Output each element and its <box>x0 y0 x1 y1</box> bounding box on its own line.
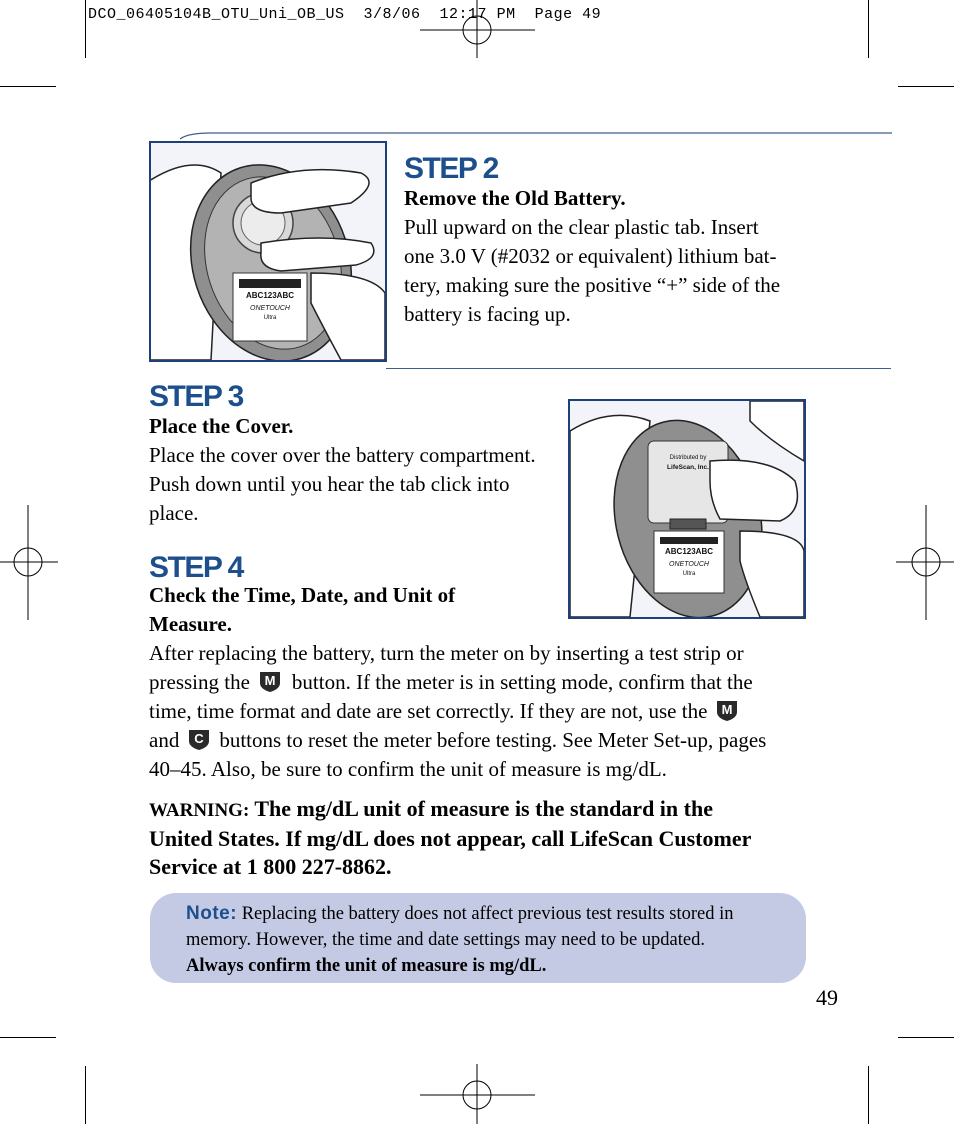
step4-subtitle-line: Measure. <box>149 612 233 636</box>
meter-label-brand: ONETOUCH <box>250 305 290 312</box>
step3-title: STEP 3 <box>149 380 243 413</box>
meter-label-code: ABC123ABC <box>245 291 295 300</box>
crop-mark <box>0 86 56 87</box>
step4-subtitle-line: Check the Time, Date, and Unit of <box>149 583 456 607</box>
crop-mark <box>85 1066 86 1124</box>
step4-body-line: 40–45. Also, be sure to confirm the unit of measure is mg/dL. <box>149 757 667 781</box>
step2-body-line: battery is facing up. <box>404 302 571 326</box>
crop-mark <box>0 1037 56 1038</box>
step2-frame-rule <box>180 128 892 140</box>
step4-title: STEP 4 <box>149 551 243 584</box>
step2-body-line: one 3.0 V (#2032 or equivalent) lithium bat- <box>404 244 777 268</box>
note-line: Always confirm the unit of measure is mg/dL. <box>186 956 547 976</box>
step3-body-line: Push down until you hear the tab click into <box>149 472 510 496</box>
step2-body-line: tery, making sure the positive “+” side of the <box>404 273 781 297</box>
warning-label: WARNING: <box>149 800 250 821</box>
meter-company: LifeScan, Inc. <box>667 464 709 471</box>
step3-cover-illustration <box>568 399 806 619</box>
note-text: Replacing the battery does not affect previous test results stored in <box>237 904 734 924</box>
m-button-icon <box>258 669 282 693</box>
step2-title: STEP 2 <box>404 152 498 185</box>
step2-body-line: Pull upward on the clear plastic tab. Insert <box>404 215 759 239</box>
meter-label-brand: ONETOUCH <box>669 561 709 568</box>
warning-text: The mg/dL unit of measure is the standard in the <box>249 796 713 821</box>
note-line <box>186 901 788 927</box>
registration-mark-icon <box>420 1064 535 1124</box>
warning-line <box>149 795 829 825</box>
note-label: Note: <box>186 903 238 924</box>
warning-block <box>149 795 829 881</box>
meter-label-code: ABC123ABC <box>664 547 714 556</box>
step4-body-line <box>149 668 809 697</box>
c-button-icon <box>187 727 211 751</box>
step4-body-text: time, time format and date are set correctly. If they are not, use the <box>149 699 708 723</box>
registration-mark-icon <box>0 505 60 620</box>
step4-body-line <box>149 697 809 726</box>
meter-label-model: Ultra <box>263 315 277 321</box>
step4-body-text: button. If the meter is in setting mode, confirm that the <box>291 670 753 694</box>
note-line: memory. However, the time and date settings may need to be updated. <box>186 930 705 950</box>
note-box <box>150 893 806 983</box>
crop-mark <box>868 1066 869 1124</box>
crop-mark <box>898 1037 954 1038</box>
c-button-label: C <box>194 731 205 746</box>
step4-body-line: After replacing the battery, turn the meter on by inserting a test strip or <box>149 641 744 665</box>
step4-body-text: buttons to reset the meter before testing. See Meter Set-up, pages <box>219 728 767 752</box>
crop-mark <box>868 0 869 58</box>
page-number: 49 <box>816 985 838 1010</box>
step2-battery-removal-illustration <box>149 141 387 362</box>
step4-subtitle <box>149 581 549 639</box>
print-slug: DCO_06405104B_OTU_Uni_OB_US 3/8/06 12:17 PM Page 49 <box>88 6 602 23</box>
crop-mark <box>898 86 954 87</box>
step3-body-line: place. <box>149 501 199 525</box>
step4-body-line <box>149 726 809 755</box>
step4-body-text: pressing the <box>149 670 250 694</box>
step2-body <box>404 213 824 329</box>
m-button-icon <box>715 698 739 722</box>
meter-distributed-by: Distributed by <box>669 455 707 461</box>
step4-body-text: and <box>149 728 180 752</box>
step2-subtitle: Remove the Old Battery. <box>404 186 626 210</box>
registration-mark-icon <box>420 0 535 60</box>
registration-mark-icon <box>896 505 954 620</box>
m-button-label: M <box>264 673 276 688</box>
step3-subtitle: Place the Cover. <box>149 414 294 438</box>
meter-label-model: Ultra <box>682 571 696 577</box>
warning-line: United States. If mg/dL does not appear, call LifeScan Customer <box>149 826 752 851</box>
m-button-label: M <box>721 702 733 717</box>
step4-body <box>149 639 809 784</box>
step2-bottom-rule <box>386 368 891 369</box>
warning-line: Service at 1 800 227-8862. <box>149 854 392 879</box>
step3-body-line: Place the cover over the battery compartment. <box>149 443 536 467</box>
crop-mark <box>85 0 86 58</box>
step3-body <box>149 441 559 528</box>
